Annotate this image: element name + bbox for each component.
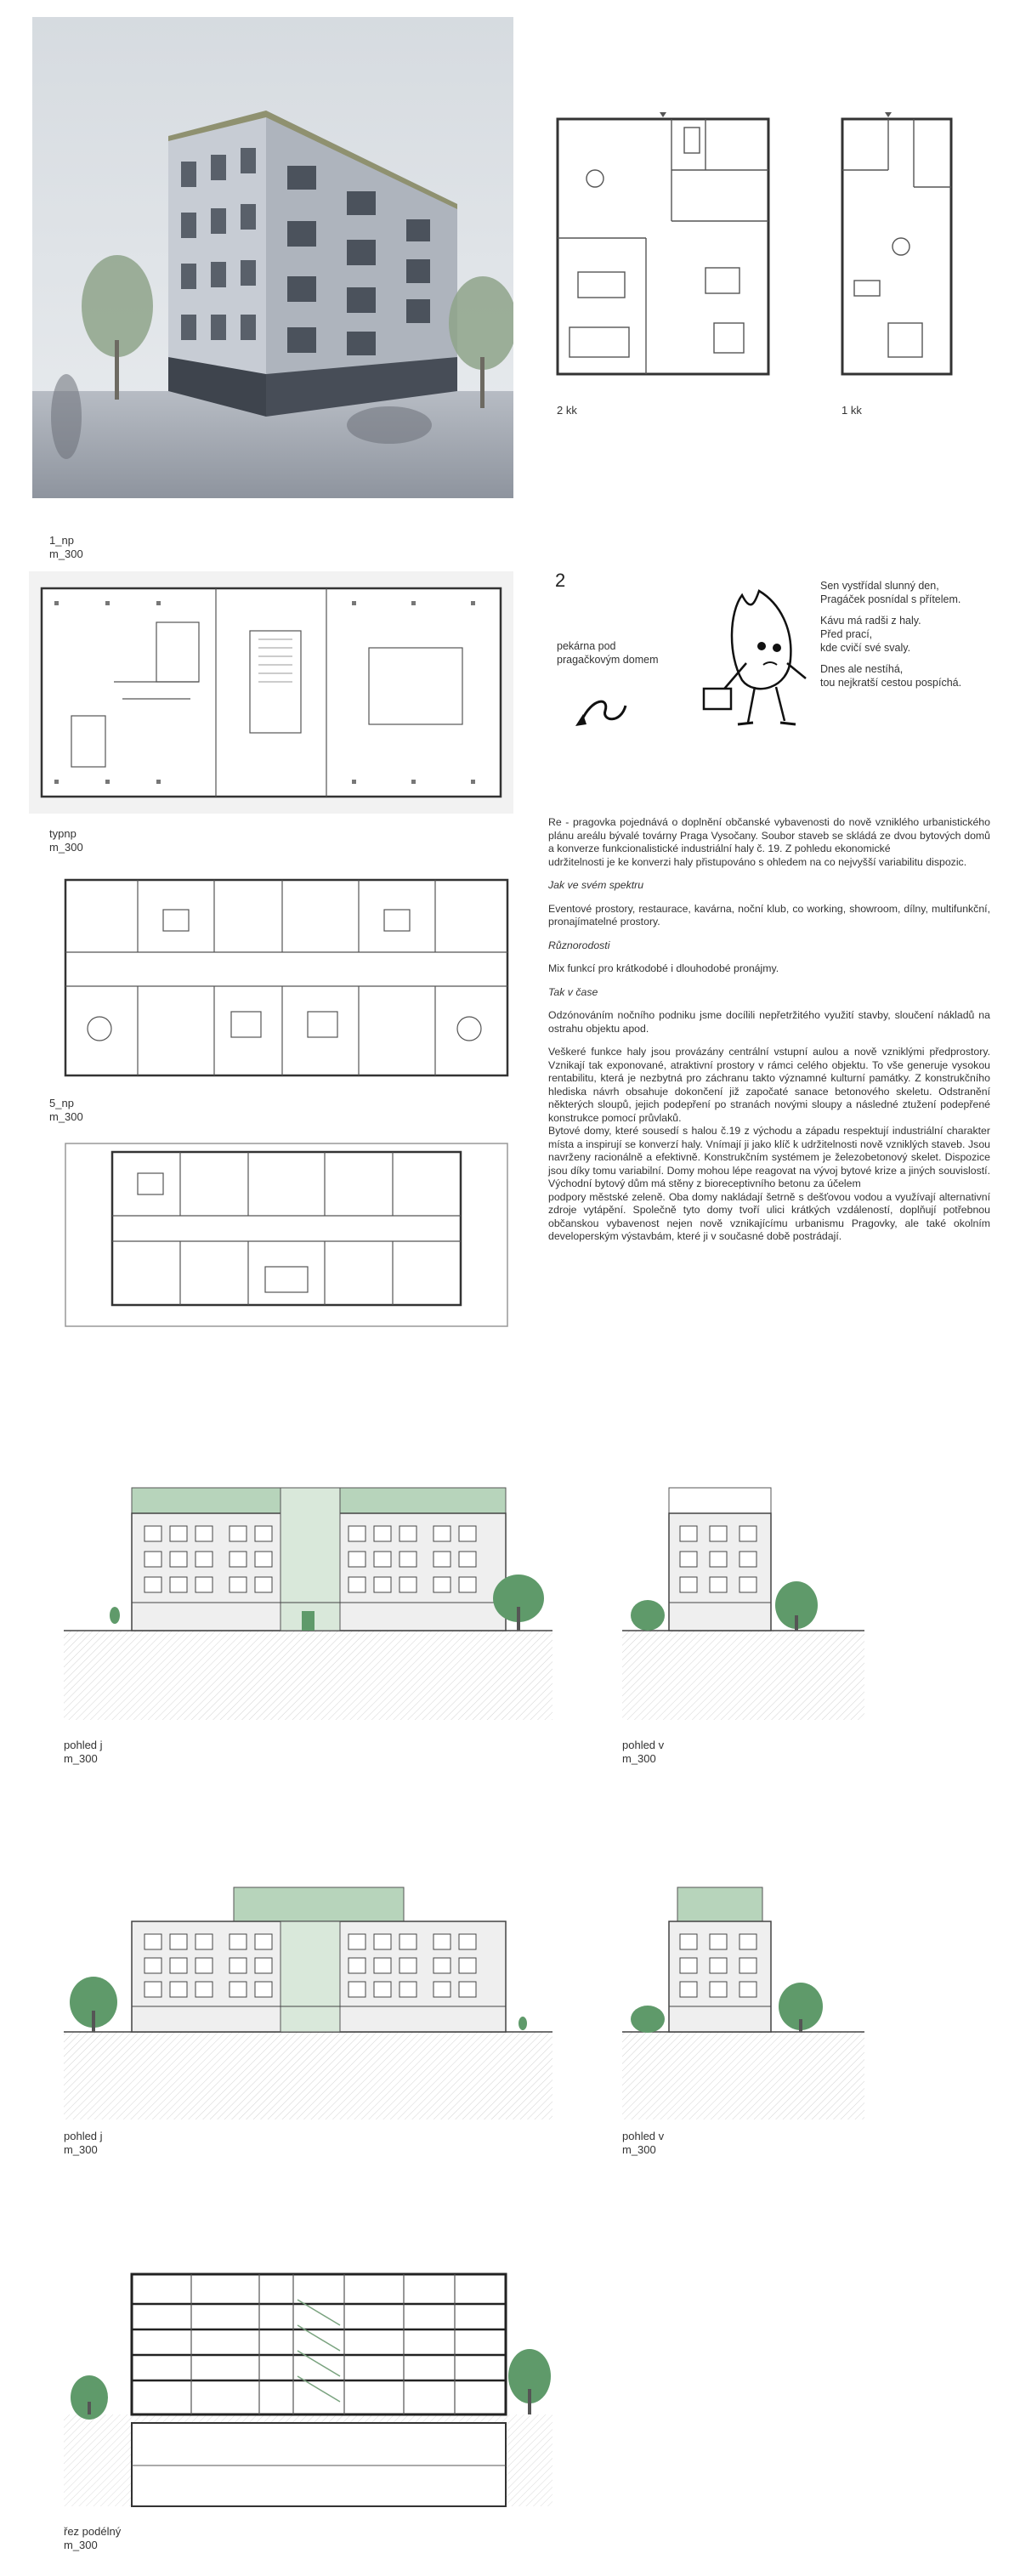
story-poem: Sen vystřídal slunný den, Pragáček posnídal s přítelem. Kávu má radši z haly. Před prací, kde cvičí své svaly. Dnes ale nestíhá, tou nejkratší cestou pospíchá.	[820, 580, 962, 689]
desc-para-1: Eventové prostory, restaurace, kavárna, noční klub, co working, showroom, dílny, multifunkční, pronajímatelné prostory.	[548, 902, 990, 928]
desc-intro: Re - pragovka pojednává o doplnění občanské vybavenosti do nově vzniklého urbanistického plánu areálu bývalé továrny Praga Vysočany. Soubor staveb se skládá ze dvou bytových domů a konverze funkcionalistické industriální haly č. 19. Z pohledu ekonomické	[548, 816, 990, 854]
elevation-east-2	[622, 1883, 864, 2121]
desc-para-3: Odzónováním nočního podniku jsme docílili nepřetržitého využití stavby, sloučení nákladů na ostrahu objektu apod.	[548, 1009, 990, 1035]
desc-para-4: Veškeré funkce haly jsou provázány centrální vstupní aulou a nově vzniklými předprostory. Vznikají tak exponované, atraktivní prostory v rámci celého objektu. To vše generuje vysokou rentabilitu, která je nezbytná pro záchranu takto významné kulturní památky. Z konstrukčního hlediska návrh obsahuje dokončení již započaté sanace betonového skeletu. Odstranění některých sloupů, jejich podepření po stranách novými sloupy a následné ztužení podepřené konstrukce pomocí průvlaků.	[548, 1046, 990, 1124]
desc-para-5: Bytové domy, které sousedí s halou č.19 z východu a západu respektují industriální charakter místa a inspirují se konverzí haly. Vnímají ji jako klíč k udržitelnosti nově vzniklých staveb. Jsou navrženy racionálně a efektivně. Konstrukčním systémem je železobetonový skelet. Dispozice jsou díky tomu variabilní. Domy mohou lépe reagovat na vývoj bytové krize a jiných souvislostí. Východní bytový dům má stěny z bioreceptivního betonu za účelem	[548, 1125, 990, 1189]
caption-typnp: typnp m_300	[49, 827, 83, 854]
floor-plan-5np	[61, 1139, 512, 1331]
floor-plan-1np	[29, 571, 513, 814]
caption-elev-j2: pohled j m_300	[64, 2130, 103, 2156]
pragacek-character-illustration	[695, 578, 823, 740]
longitudinal-section	[64, 2261, 552, 2508]
story-number: 2	[555, 570, 566, 591]
desc-intro-2: udržitelnosti je ke konverzi haly přistupováno s ohledem na co nejvyšší variabilitu dispozic.	[548, 855, 967, 868]
project-description	[548, 816, 990, 1254]
floor-plan-typical	[61, 876, 512, 1080]
caption-5np: 5_np m_300	[49, 1097, 83, 1123]
desc-heading-1: Jak ve svém spektru	[548, 879, 644, 891]
desc-para-2: Mix funkcí pro krátkodobé i dlouhodobé pronájmy.	[548, 962, 779, 974]
caption-elev-v2: pohled v m_300	[622, 2130, 665, 2156]
caption-section: řez podélný m_300	[64, 2525, 122, 2551]
floor-plan-2kk	[552, 111, 774, 383]
elevation-south-1	[64, 1479, 552, 1722]
arrow-illustration	[571, 689, 631, 731]
desc-para-6: podpory městské zeleně. Oba domy nakládají šetrně s dešťovou vodou a využívají alternativní zdroje vytápění. Společně tyto domy tvoří ulici krátkých vzdáleností, doplňují potřebnou občanskou vybavenost nejen nově vznikajícímu urbanismu Pragovky, ale také okolním developerským výstavbám, které ji v současné době postrádají.	[548, 1190, 990, 1242]
caption-elev-j1: pohled j m_300	[64, 1739, 103, 1765]
story-label: pekárna pod pragačkovým domem	[557, 640, 659, 666]
desc-heading-2: Různorodosti	[548, 939, 610, 951]
desc-heading-3: Tak v čase	[548, 985, 598, 998]
caption-elev-v1: pohled v m_300	[622, 1739, 665, 1765]
floor-plan-1kk	[837, 111, 956, 383]
caption-1np: 1_np m_300	[49, 534, 83, 560]
elevation-east-1	[622, 1479, 864, 1722]
building-render	[32, 17, 513, 498]
caption-1kk: 1 kk	[842, 404, 862, 417]
caption-2kk: 2 kk	[557, 404, 577, 417]
elevation-south-2	[64, 1883, 552, 2121]
